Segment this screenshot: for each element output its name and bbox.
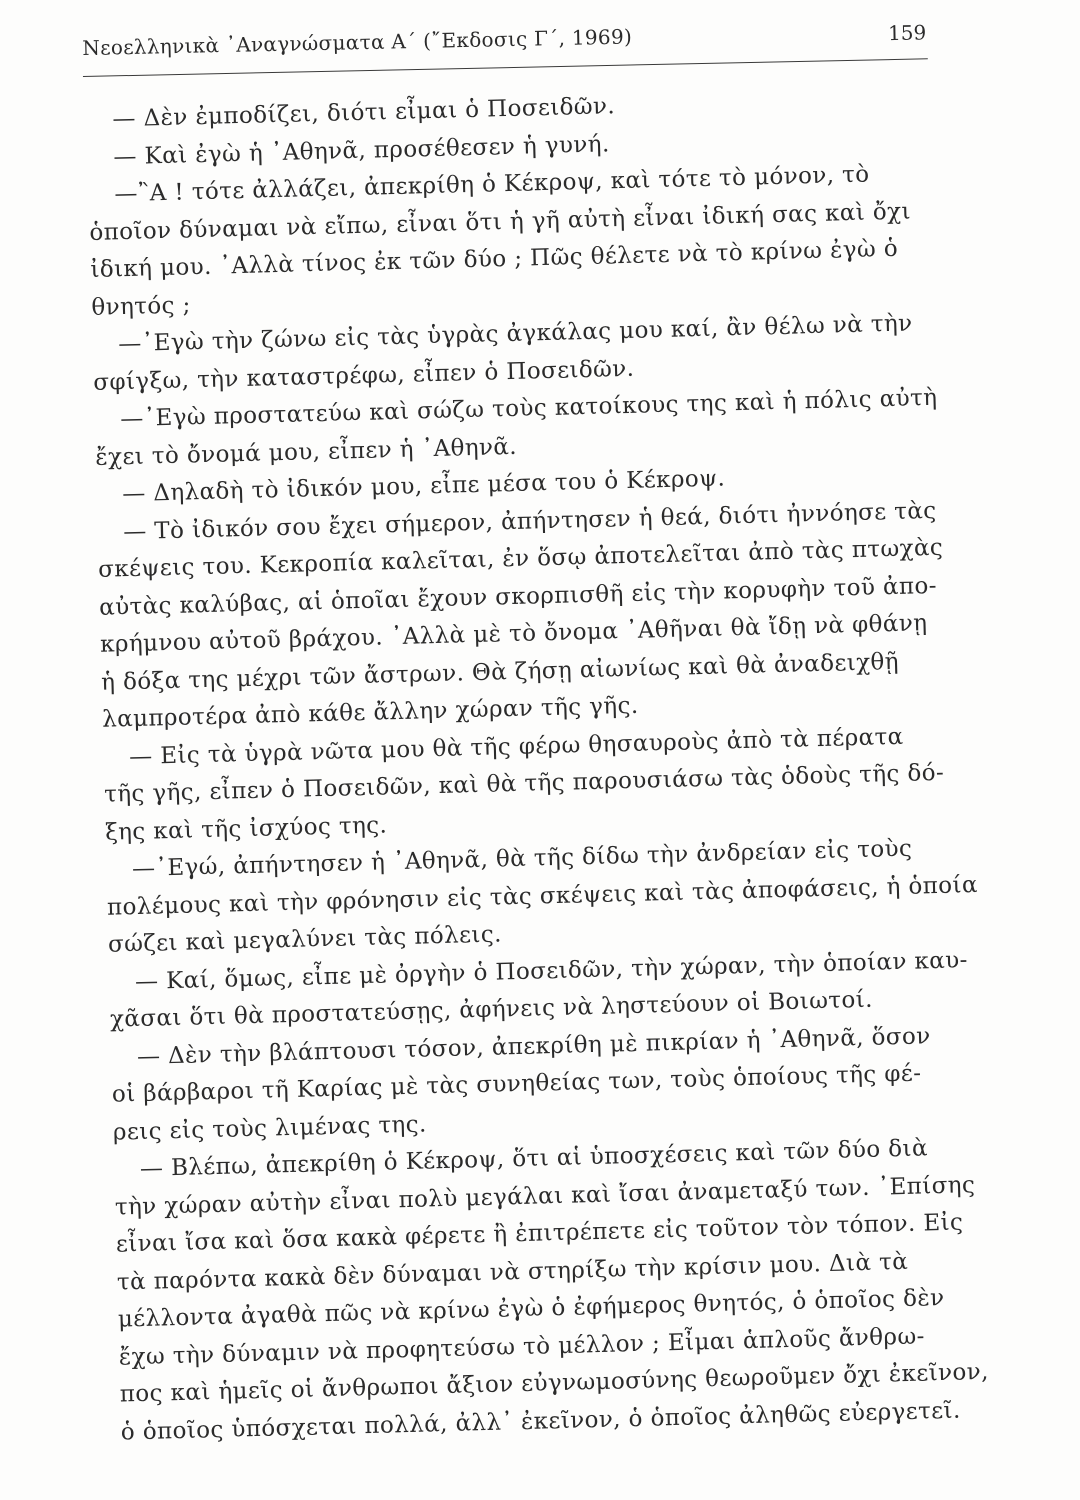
text-line: σκέψεις του. Κεκροπία καλεῖται, ἐν ὅσῳ ἀποτελεῖται ἀπὸ τὰς πτωχὰς [97, 534, 944, 583]
text-line: τὴν χώραν αὐτὴν εἶναι πολὺ μεγάλαι καὶ ἴσαι ἀναμεταξύ των. ᾿Επίσης [114, 1171, 976, 1221]
text-line: ὁ ὁποῖος ὑπόσχεται πολλά, ἀλλ᾿ ἐκεῖνον, ὁ ὁποῖος ἀληθῶς εὐεργετεῖ. [120, 1397, 961, 1446]
text-line: χᾶσαι ὅτι θὰ προστατεύσῃς, ἀφήνεις νὰ ληστεύουν οἱ Βοιωτοί. [109, 986, 874, 1033]
running-header [82, 12, 943, 74]
text-line: πος καὶ ἡμεῖς οἱ ἄνθρωποι ἄξιον εὐγνωμοσύνης θεωροῦμεν ὄχι ἐκεῖνον, [119, 1358, 990, 1408]
text-line: —᾿Εγώ, ἀπήντησεν ἡ ᾿Αθηνᾶ, θὰ τῆς δίδω τὴν ἀνδρείαν εἰς τοὺς [131, 835, 913, 883]
text-line: τῆς γῆς, εἶπεν ὁ Ποσειδῶν, καὶ θὰ τῆς παρουσιάσω τὰς ὁδοὺς τῆς δό- [103, 759, 945, 808]
text-line: σφίγξω, τὴν καταστρέφω, εἶπεν ὁ Ποσειδῶν. [93, 355, 635, 396]
page-number: 159 [887, 20, 927, 46]
text-line: ἡ δόξα της μέχρι τῶν ἄστρων. Θὰ ζήσῃ αἰωνίως καὶ θὰ ἀναδειχθῇ [100, 648, 900, 696]
text-line: — Βλέπω, ἀπεκρίθη ὁ Κέκροψ, ὅτι αἱ ὑποσχέσεις καὶ τῶν δύο διὰ [139, 1135, 929, 1182]
text-line: εἶναι ἴσα καὶ ὅσα κακὰ φέρετε ἢ ἐπιτρέπετε εἰς τοῦτον τὸν τόπον. Εἰς [115, 1209, 964, 1258]
text-line: —᾿Εγὼ προστατεύω καὶ σώζω τοὺς κατοίκους της καὶ ἡ πόλις αὐτὴ [119, 384, 938, 433]
text-line: ἔχω τὴν δύναμιν νὰ προφητεύσω τὸ μέλλον ; Εἶμαι ἁπλοῦς ἄνθρω- [118, 1322, 926, 1371]
text-line: ἰδική μου. ᾿Αλλὰ τίνος ἐκ τῶν δύο ; Πῶς θέλετε νὰ τὸ κρίνω ἐγὼ ὁ [90, 235, 899, 283]
text-line: — Καί, ὅμως, εἶπε μὲ ὀργὴν ὁ Ποσειδῶν, τὴν χώραν, τὴν ὁποίαν καυ- [134, 946, 969, 995]
text-line: κρήμνου αὐτοῦ βράχου. ᾿Αλλὰ μὲ τὸ ὄνομα ᾿Αθῆναι θὰ ἴδῃ νὰ φθάνῃ [99, 610, 928, 658]
text-line: ὁποῖον δύναμαι νὰ εἴπω, εἶναι ὅτι ἡ γῆ αὐτὴ εἶναι ἰδική σας καὶ ὄχι [89, 197, 912, 246]
text-line: ἔχει τὸ ὄνομά μου, εἶπεν ἡ ᾿Αθηνᾶ. [94, 433, 518, 471]
text-line: ξης καὶ τῆς ἰσχύος της. [104, 811, 388, 846]
text-line: — Καὶ ἐγὼ ἡ ᾿Αθηνᾶ, προσέθεσεν ἡ γυνή. [113, 130, 610, 170]
text-line: — Εἰς τὰ ὑγρὰ νῶτα μου θὰ τῆς φέρω θησαυροὺς ἀπὸ τὰ πέρατα [128, 723, 904, 770]
text-line: μέλλοντα ἀγαθὰ πῶς νὰ κρίνω ἐγὼ ὁ ἐφήμερος θνητός, ὁ ὁποῖος δὲν [117, 1284, 945, 1333]
text-line: —᾿Εγὼ τὴν ζώνω εἰς τὰς ὑγρὰς ἀγκάλας μου καί, ἂν θέλω νὰ τὴν [118, 310, 913, 358]
running-title: Νεοελληνικὰ ᾿Αναγνώσματα Α΄ (῎Εκδοσις Γ΄, 1969) [82, 24, 633, 60]
text-line: —῍Α ! τότε ἀλλάζει, ἀπεκρίθη ὁ Κέκροψ, καὶ τότε τὸ μόνον, τὸ [114, 161, 870, 208]
text-line: θνητός ; [91, 291, 192, 321]
text-line: — Δὲν ἐμποδίζει, διότι εἶμαι ὁ Ποσειδῶν. [112, 93, 616, 133]
text-line: λαμπροτέρα ἀπὸ κάθε ἄλλην χώραν τῆς γῆς. [101, 692, 639, 733]
header-rule [83, 58, 928, 77]
text-line: — Δηλαδὴ τὸ ἰδικόν μου, εἶπε μέσα του ὁ Κέκροψ. [121, 465, 726, 508]
text-line: σώζει καὶ μεγαλύνει τὰς πόλεις. [107, 921, 503, 958]
text-line: οἱ βάρβαροι τῆ Καρίας μὲ τὰς συνηθείας των, τοὺς ὁποίους τῆς φέ- [111, 1060, 922, 1108]
text-line: αὐτὰς καλύβας, αἱ ὁποῖαι ἔχουν σκορπισθῆ εἰς τὴν κορυφὴν τοῦ ἀπο- [98, 572, 938, 621]
body-text [86, 79, 990, 1451]
text-line: τὰ παρόντα κακὰ δὲν δύναμαι νὰ στηρίξω τὴν κρίσιν μου. Διὰ τὰ [116, 1248, 909, 1296]
text-line: ρεις εἰς τοὺς λιμένας της. [112, 1110, 427, 1146]
text-line: πολέμους καὶ τὴν φρόνησιν εἰς τὰς σκέψεις καὶ τὰς ἀποφάσεις, ἡ ὁποία [106, 871, 979, 921]
text-line: — Δὲν τὴν βλάπτουσι τόσον, ἀπεκρίθη μὲ πικρίαν ἡ ᾿Αθηνᾶ, ὅσον [136, 1022, 931, 1070]
text-line: — Τὸ ἰδικόν σου ἔχει σήμερον, ἀπήντησεν ἡ θεά, διότι ἠννόησε τὰς [122, 497, 937, 545]
